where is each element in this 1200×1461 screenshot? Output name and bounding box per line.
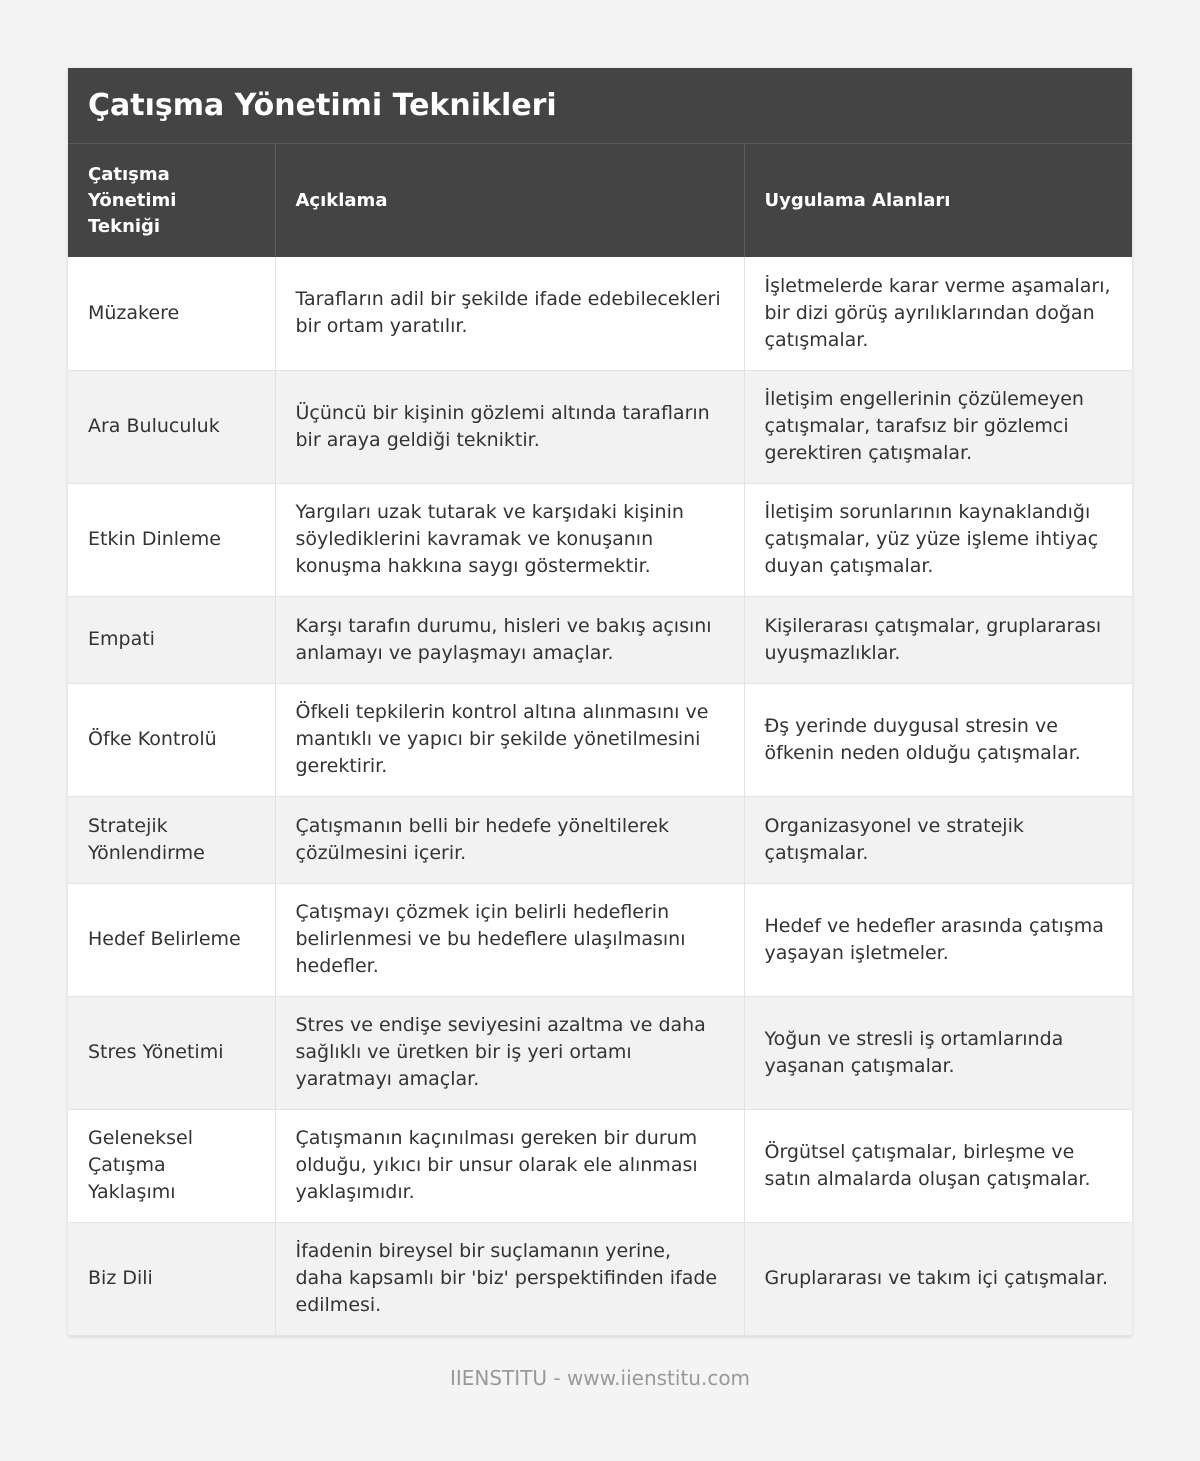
cell-application-areas: Ðş yerinde duygusal stresin ve öfkenin neden olduğu çatışmalar. bbox=[744, 683, 1132, 796]
cell-technique: Ara Buluculuk bbox=[68, 370, 275, 483]
cell-technique: Stratejik Yönlendirme bbox=[68, 796, 275, 883]
cell-description: Yargıları uzak tutarak ve karşıdaki kişinin söylediklerini kavramak ve konuşanın konuşma hakkına saygı göstermektir. bbox=[275, 483, 744, 596]
footer-credit: IIENSTITU - www.iienstitu.com bbox=[449, 1366, 751, 1390]
cell-technique: Etkin Dinleme bbox=[68, 483, 275, 596]
cell-technique: Empati bbox=[68, 596, 275, 683]
cell-application-areas: İletişim engellerinin çözülemeyen çatışmalar, tarafsız bir gözlemci gerektiren çatışmalar. bbox=[744, 370, 1132, 483]
table-row bbox=[68, 796, 1132, 883]
table-row bbox=[68, 257, 1132, 370]
cell-description: Stres ve endişe seviyesini azaltma ve daha sağlıklı ve üretken bir iş yeri ortamı yaratmayı amaçlar. bbox=[275, 996, 744, 1109]
cell-application-areas: Organizasyonel ve stratejik çatışmalar. bbox=[744, 796, 1132, 883]
cell-application-areas: Gruplararası ve takım içi çatışmalar. bbox=[744, 1222, 1132, 1335]
cell-application-areas: İletişim sorunlarının kaynaklandığı çatışmalar, yüz yüze işleme ihtiyaç duyan çatışmalar. bbox=[744, 483, 1132, 596]
table-header-row bbox=[68, 144, 1132, 257]
cell-description: İfadenin bireysel bir suçlamanın yerine, daha kapsamlı bir 'biz' perspektifinden ifade edilmesi. bbox=[275, 1222, 744, 1335]
techniques-table bbox=[68, 144, 1132, 1336]
table-row bbox=[68, 596, 1132, 683]
cell-application-areas: Örgütsel çatışmalar, birleşme ve satın almalarda oluşan çatışmalar. bbox=[744, 1109, 1132, 1222]
cell-technique: Biz Dili bbox=[68, 1222, 275, 1335]
table-row bbox=[68, 683, 1132, 796]
table-row bbox=[68, 1222, 1132, 1335]
table-row bbox=[68, 996, 1132, 1109]
cell-description: Üçüncü bir kişinin gözlemi altında tarafların bir araya geldiği tekniktir. bbox=[275, 370, 744, 483]
cell-application-areas: Kişilerarası çatışmalar, gruplararası uyuşmazlıklar. bbox=[744, 596, 1132, 683]
cell-description: Çatışmayı çözmek için belirli hedeflerin belirlenmesi ve bu hedeflere ulaşılmasını hedefler. bbox=[275, 883, 744, 996]
cell-application-areas: Yoğun ve stresli iş ortamlarında yaşanan çatışmalar. bbox=[744, 996, 1132, 1109]
cell-technique: Müzakere bbox=[68, 257, 275, 370]
cell-technique: Öfke Kontrolü bbox=[68, 683, 275, 796]
header-description: Açıklama bbox=[275, 144, 744, 257]
table-row bbox=[68, 883, 1132, 996]
table-card bbox=[68, 68, 1132, 1336]
page-title: Çatışma Yönetimi Teknikleri bbox=[68, 68, 1132, 144]
table-row bbox=[68, 370, 1132, 483]
cell-technique: Stres Yönetimi bbox=[68, 996, 275, 1109]
table-row bbox=[68, 483, 1132, 596]
cell-application-areas: İşletmelerde karar verme aşamaları, bir dizi görüş ayrılıklarından doğan çatışmalar. bbox=[744, 257, 1132, 370]
header-technique: Çatışma Yönetimi Tekniği bbox=[68, 144, 275, 257]
cell-description: Karşı tarafın durumu, hisleri ve bakış açısını anlamayı ve paylaşmayı amaçlar. bbox=[275, 596, 744, 683]
cell-technique: Hedef Belirleme bbox=[68, 883, 275, 996]
cell-technique: Geleneksel Çatışma Yaklaşımı bbox=[68, 1109, 275, 1222]
header-application-areas: Uygulama Alanları bbox=[744, 144, 1132, 257]
cell-application-areas: Hedef ve hedefler arasında çatışma yaşayan işletmeler. bbox=[744, 883, 1132, 996]
cell-description: Tarafların adil bir şekilde ifade edebilecekleri bir ortam yaratılır. bbox=[275, 257, 744, 370]
table-row bbox=[68, 1109, 1132, 1222]
cell-description: Çatışmanın belli bir hedefe yöneltilerek çözülmesini içerir. bbox=[275, 796, 744, 883]
cell-description: Çatışmanın kaçınılması gereken bir durum olduğu, yıkıcı bir unsur olarak ele alınması yaklaşımıdır. bbox=[275, 1109, 744, 1222]
cell-description: Öfkeli tepkilerin kontrol altına alınmasını ve mantıklı ve yapıcı bir şekilde yönetilmesini gerektirir. bbox=[275, 683, 744, 796]
